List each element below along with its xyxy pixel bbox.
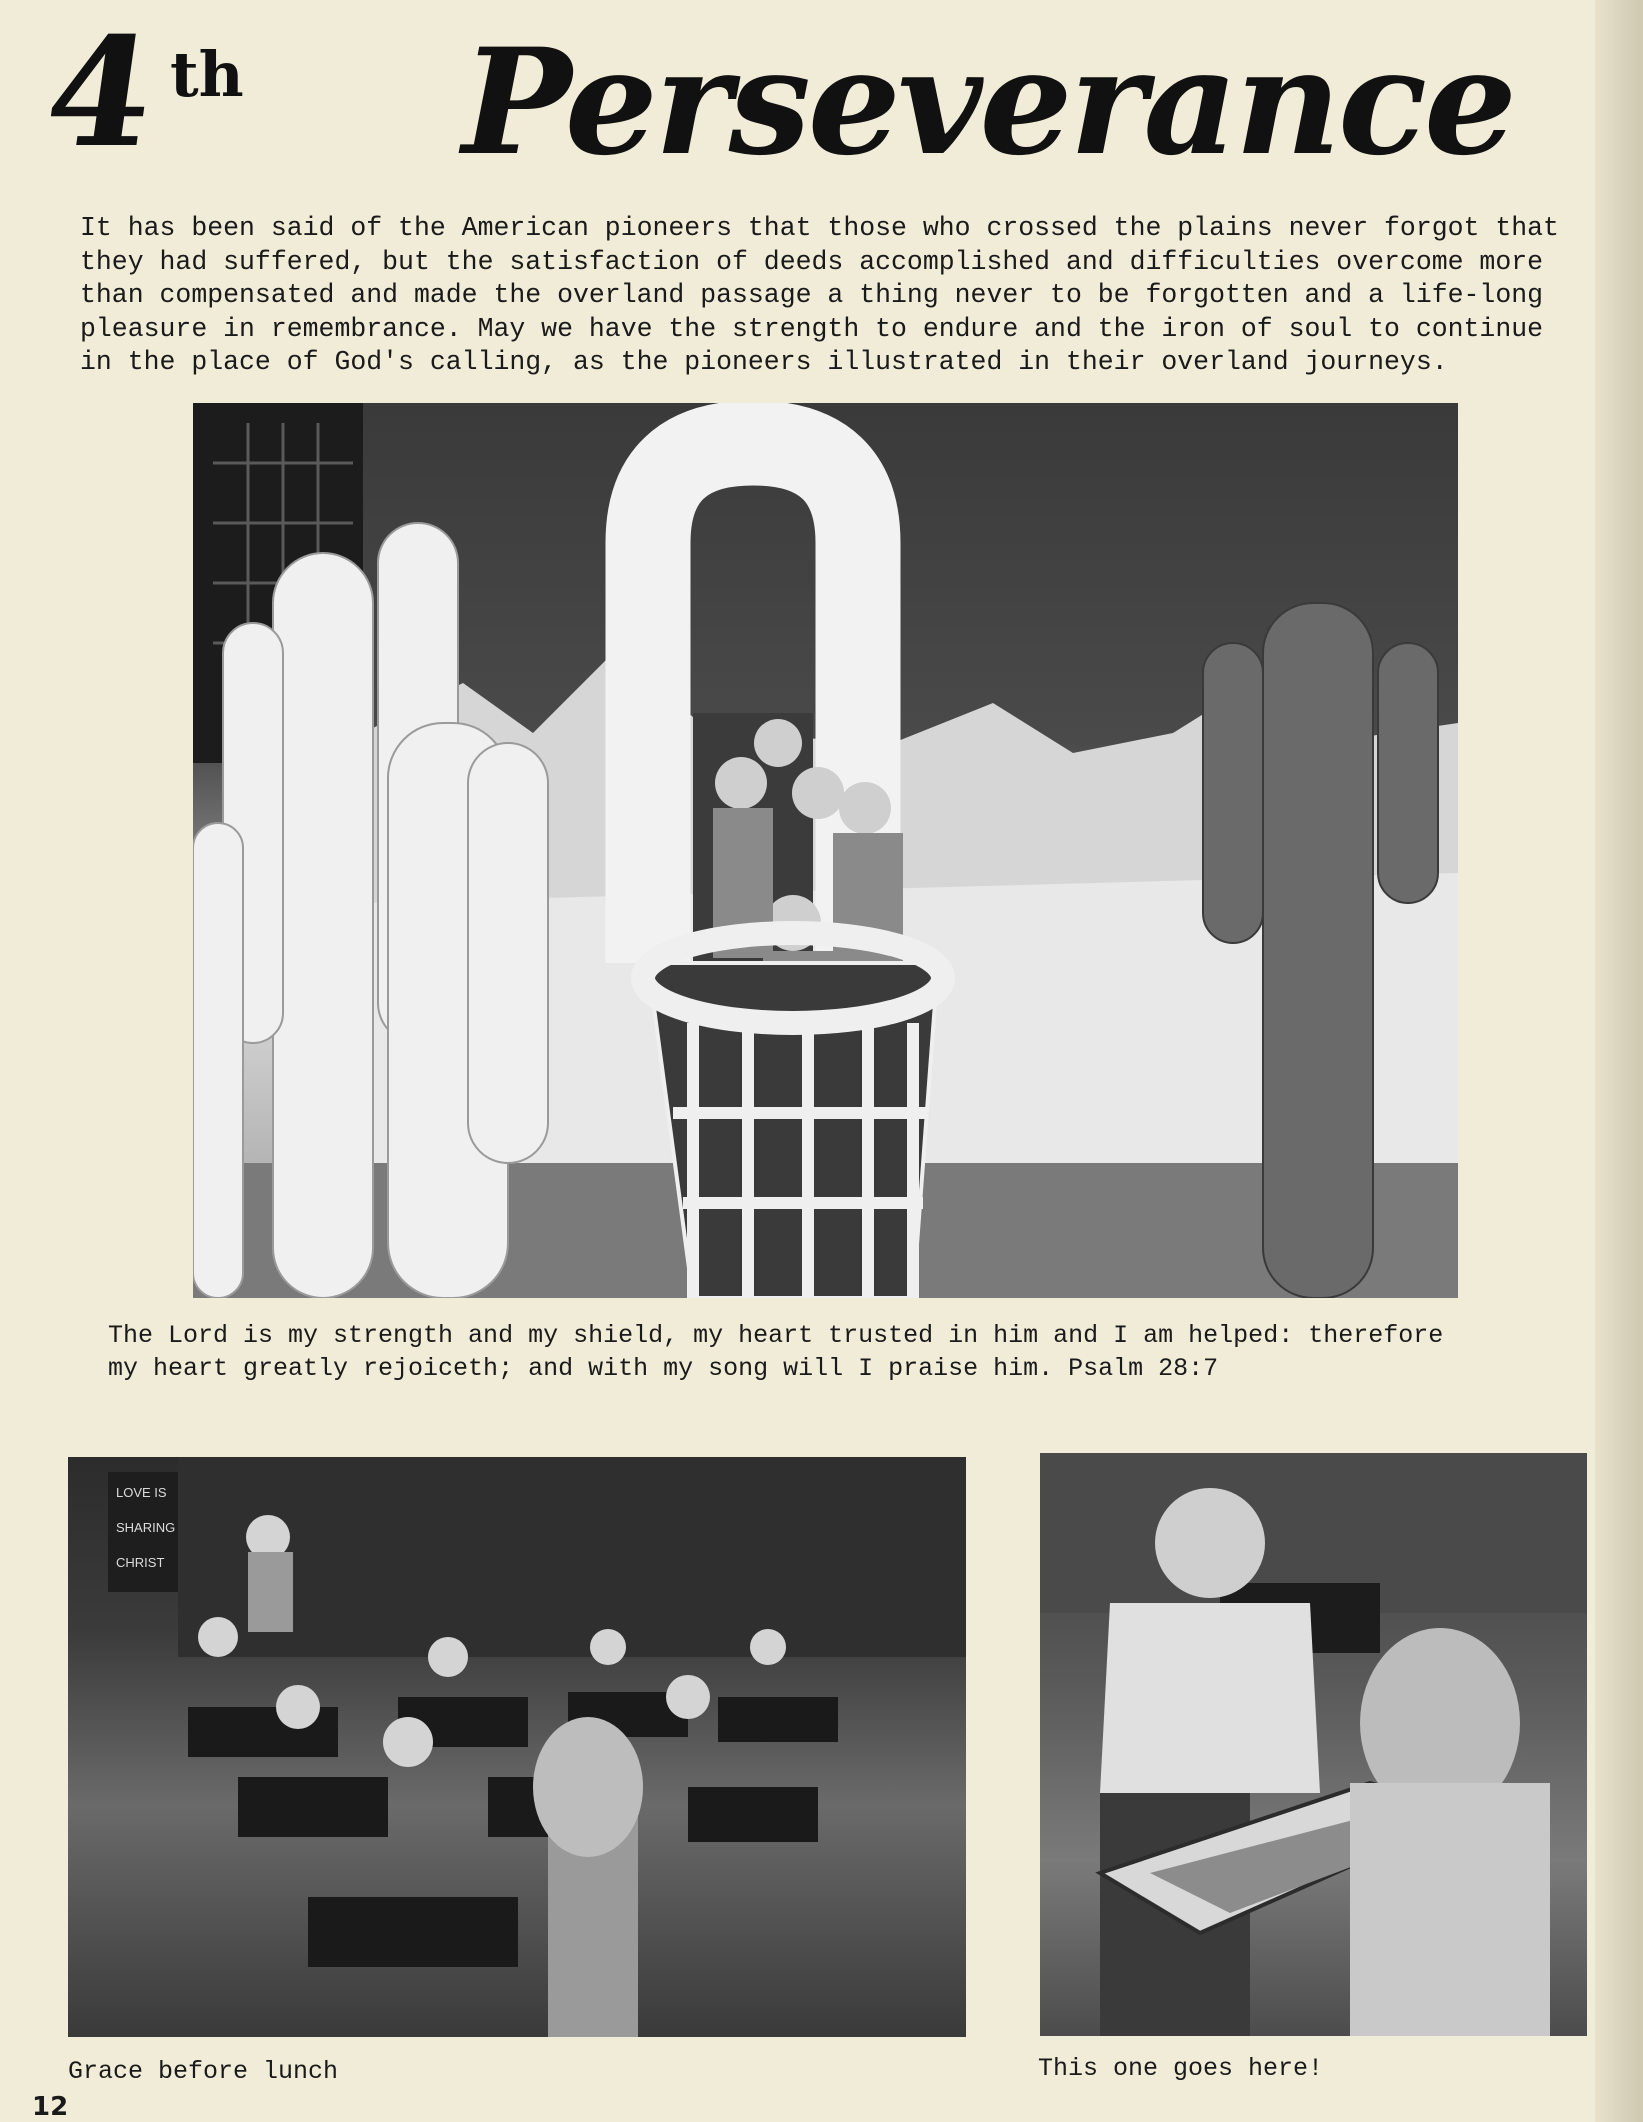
page-number: 12	[32, 2092, 69, 2122]
page-title: Perseverance	[462, 17, 1514, 188]
heading-number: 4	[35, 5, 165, 181]
page-edge	[1595, 0, 1643, 2122]
heading-suffix: th	[170, 38, 244, 111]
classroom-illustration	[68, 1457, 966, 2037]
covered-wagon-photo	[193, 403, 1458, 1298]
boy-photo-caption: This one goes here!	[1038, 2054, 1324, 2083]
boy-at-desk-photo	[1040, 1453, 1587, 2036]
boy-at-desk-illustration	[1040, 1453, 1587, 2036]
bulletin-text-2: SHARING	[116, 1520, 176, 1535]
main-photo-caption: The Lord is my strength and my shield, my heart trusted in him and I am helped: therefore my heart greatly rejoiceth; and with my song will I praise him. Psalm 28:7	[108, 1321, 1444, 1383]
covered-wagon-illustration	[193, 403, 1458, 1298]
intro-paragraph: It has been said of the American pioneers that those who crossed the plains never forgot that they had suffered, but the satisfaction of deeds accomplished and difficulties overcome more than compensated and made the overland passage a thing never to be forgotten and a life-long pleasure in remembrance. May we have the strength to endure and the iron of soul to continue in the place of God's calling, as the pioneers illustrated in their overland journeys.	[80, 213, 1559, 377]
classroom-photo-caption: Grace before lunch	[68, 2057, 339, 2086]
bulletin-text-1: LOVE IS	[116, 1485, 167, 1500]
classroom-photo	[68, 1457, 966, 2037]
bulletin-text-3: CHRIST	[116, 1555, 165, 1570]
